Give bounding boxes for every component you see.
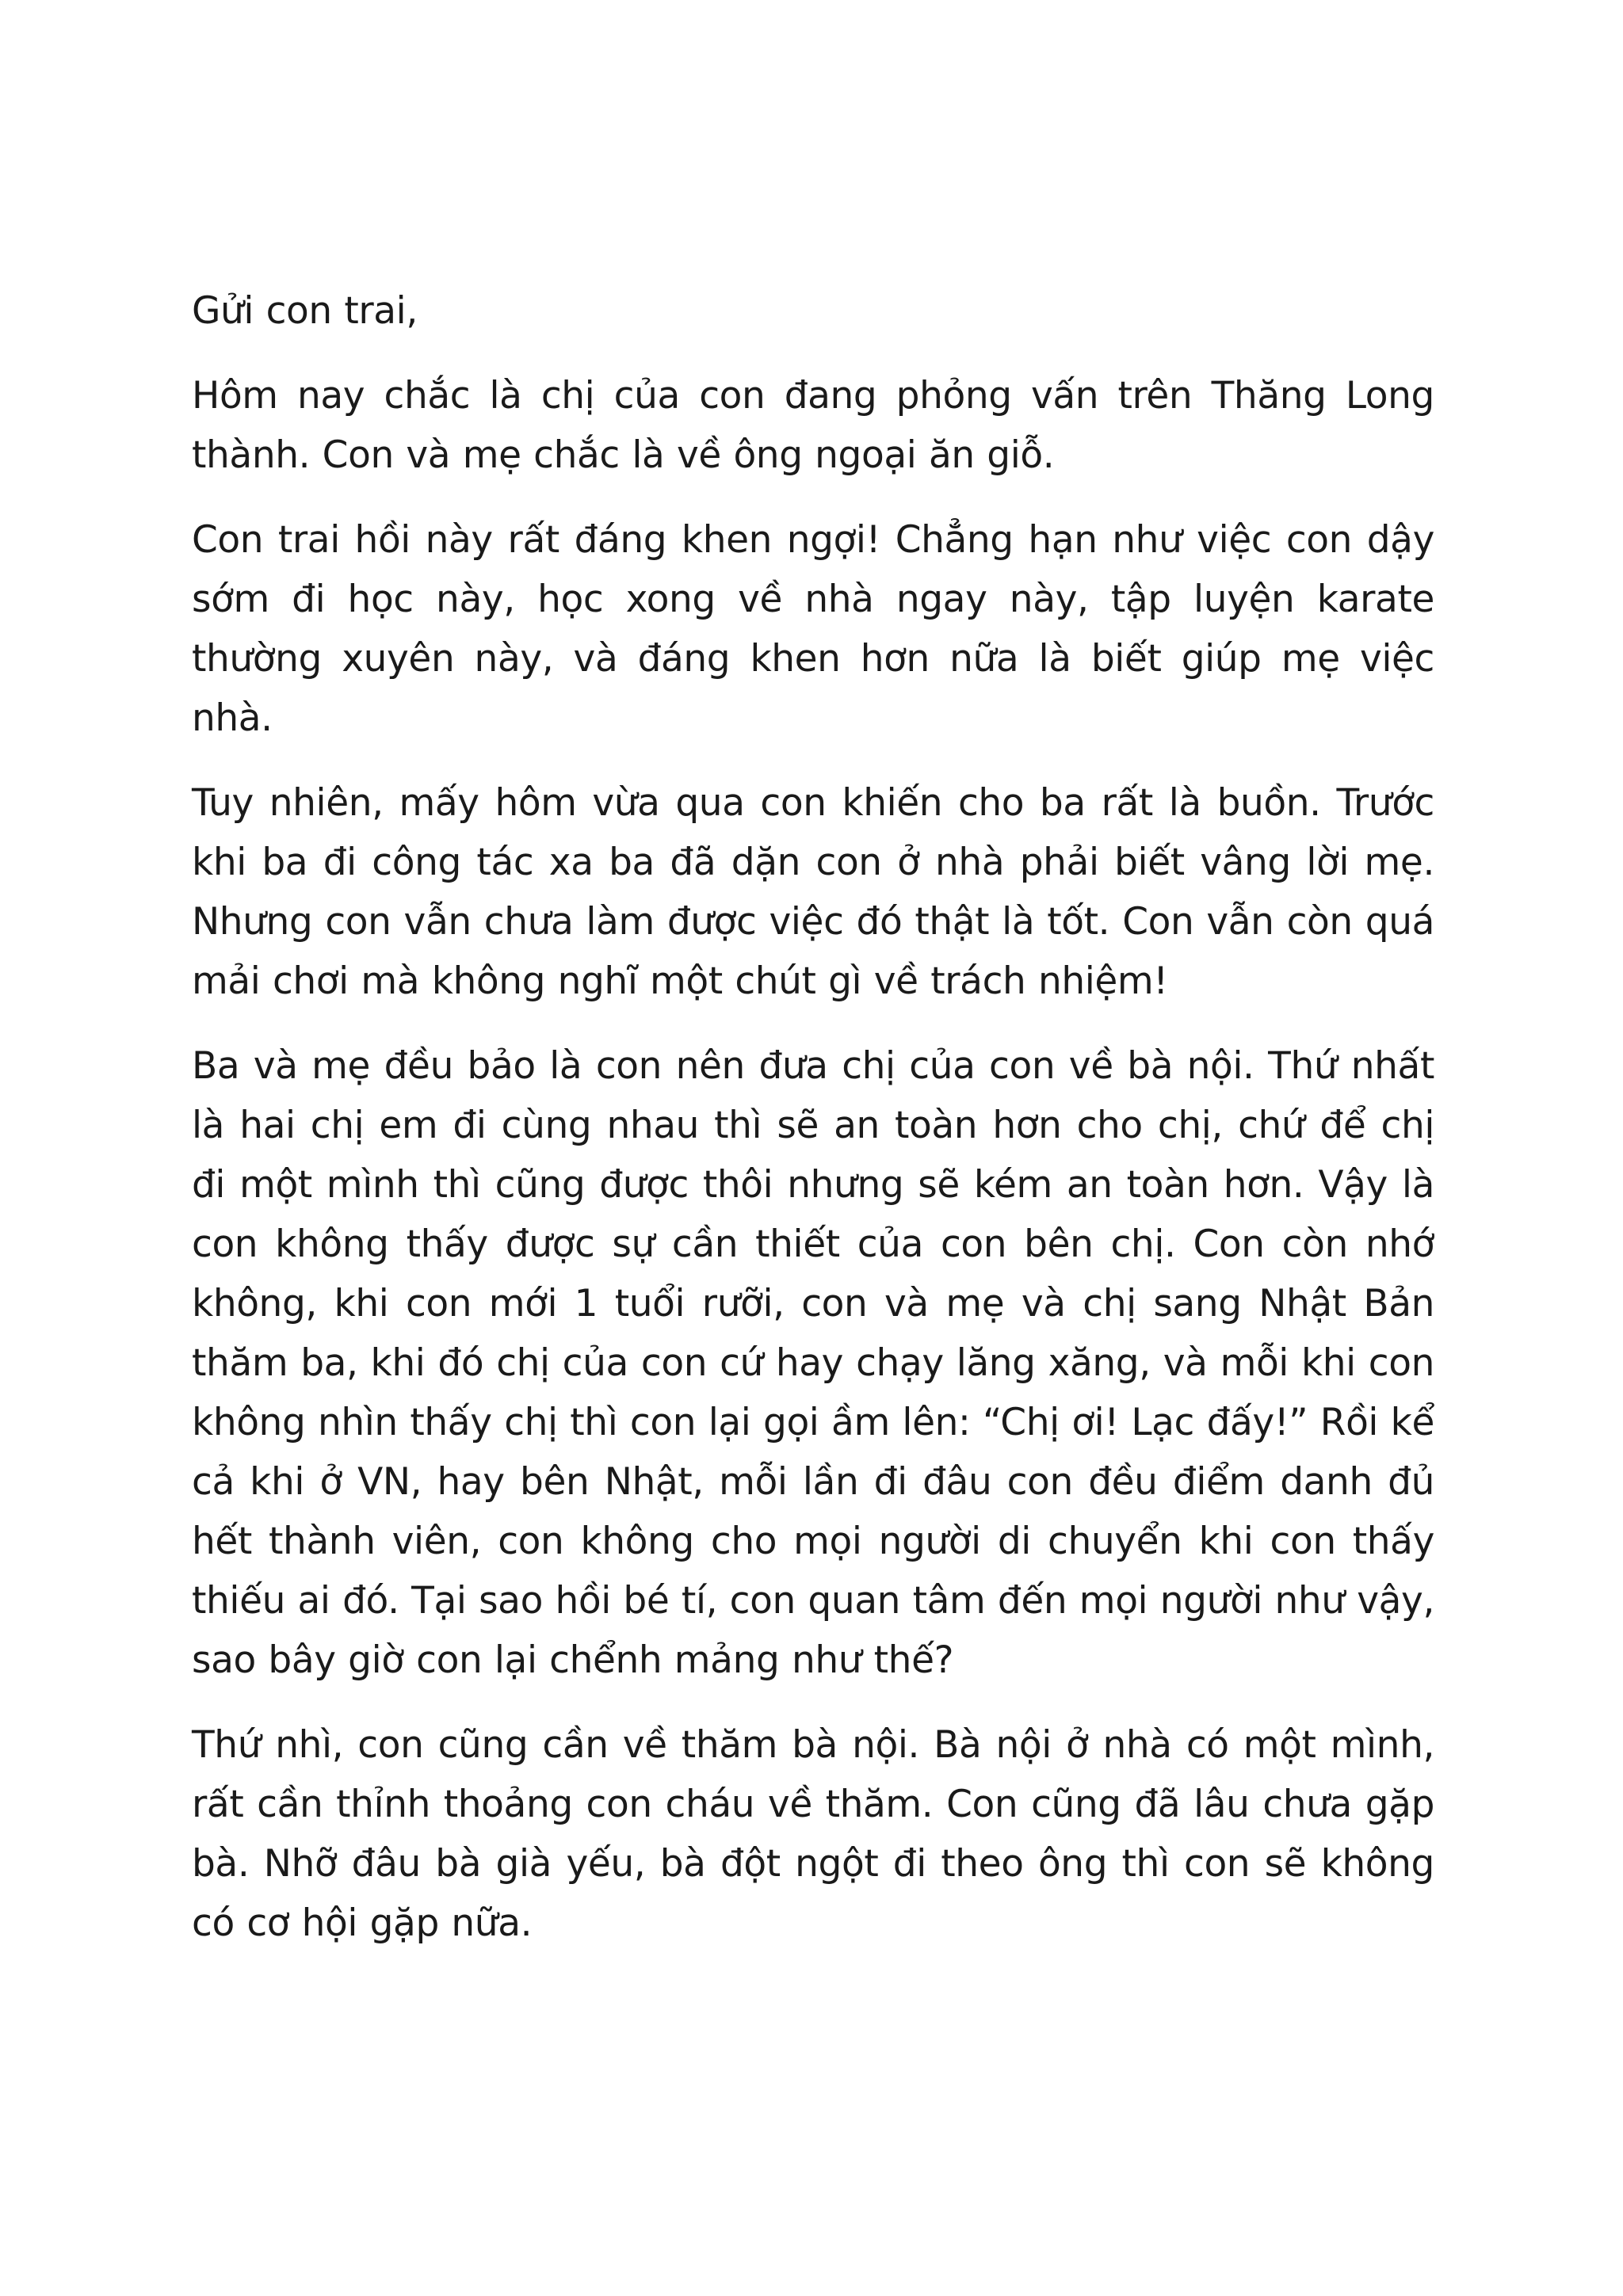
letter-paragraph-2: Con trai hồi này rất đáng khen ngợi! Chẳng hạn như việc con dậy sớm đi học này, học xong về nhà ngay này, tập luyện karate thường xuyên này, và đáng khen hơn nữa là biết giúp mẹ việc nhà. [192, 518, 1434, 740]
letter-paragraph-3: Tuy nhiên, mấy hôm vừa qua con khiến cho ba rất là buồn. Trước khi ba đi công tác xa ba đã dặn con ở nhà phải biết vâng lời mẹ. Nhưng con vẫn chưa làm được việc đó thật là tốt. Con vẫn còn quá mải chơi mà không nghĩ một chút gì về trách nhiệm! [192, 781, 1434, 1003]
letter-paragraph-1: Hôm nay chắc là chị của con đang phỏng vấn trên Thăng Long thành. Con và mẹ chắc là về ông ngoại ăn giỗ. [192, 374, 1434, 477]
letter-paragraph-4: Ba và mẹ đều bảo là con nên đưa chị của con về bà nội. Thứ nhất là hai chị em đi cùng nhau thì sẽ an toàn hơn cho chị, chứ để chị đi một mình thì cũng được thôi nhưng sẽ kém an toàn hơn. Vậy là con không thấy được sự cần thiết của con bên chị. Con còn nhớ không, khi con mới 1 tuổi rưỡi, con và mẹ và chị sang Nhật Bản thăm ba, khi đó chị của con cứ hay chạy lăng xăng, và mỗi khi con không nhìn thấy chị thì con lại gọi ầm lên: “Chị ơi! Lạc đấy!” Rồi kể cả khi ở VN, hay bên Nhật, mỗi lần đi đâu con đều điểm danh đủ hết thành viên, con không cho mọi người di chuyển khi con thấy thiếu ai đó. Tại sao hồi bé tí, con quan tâm đến mọi người như vậy, sao bây giờ con lại chểnh mảng như thế? [192, 1044, 1434, 1682]
letter-paragraph-5: Thứ nhì, con cũng cần về thăm bà nội. Bà nội ở nhà có một mình, rất cần thỉnh thoảng con cháu về thăm. Con cũng đã lâu chưa gặp bà. Nhỡ đâu bà già yếu, bà đột ngột đi theo ông thì con sẽ không có cơ hội gặp nữa. [192, 1723, 1434, 1945]
letter-greeting: Gửi con trai, [192, 289, 418, 333]
letter-body [192, 281, 1434, 1978]
